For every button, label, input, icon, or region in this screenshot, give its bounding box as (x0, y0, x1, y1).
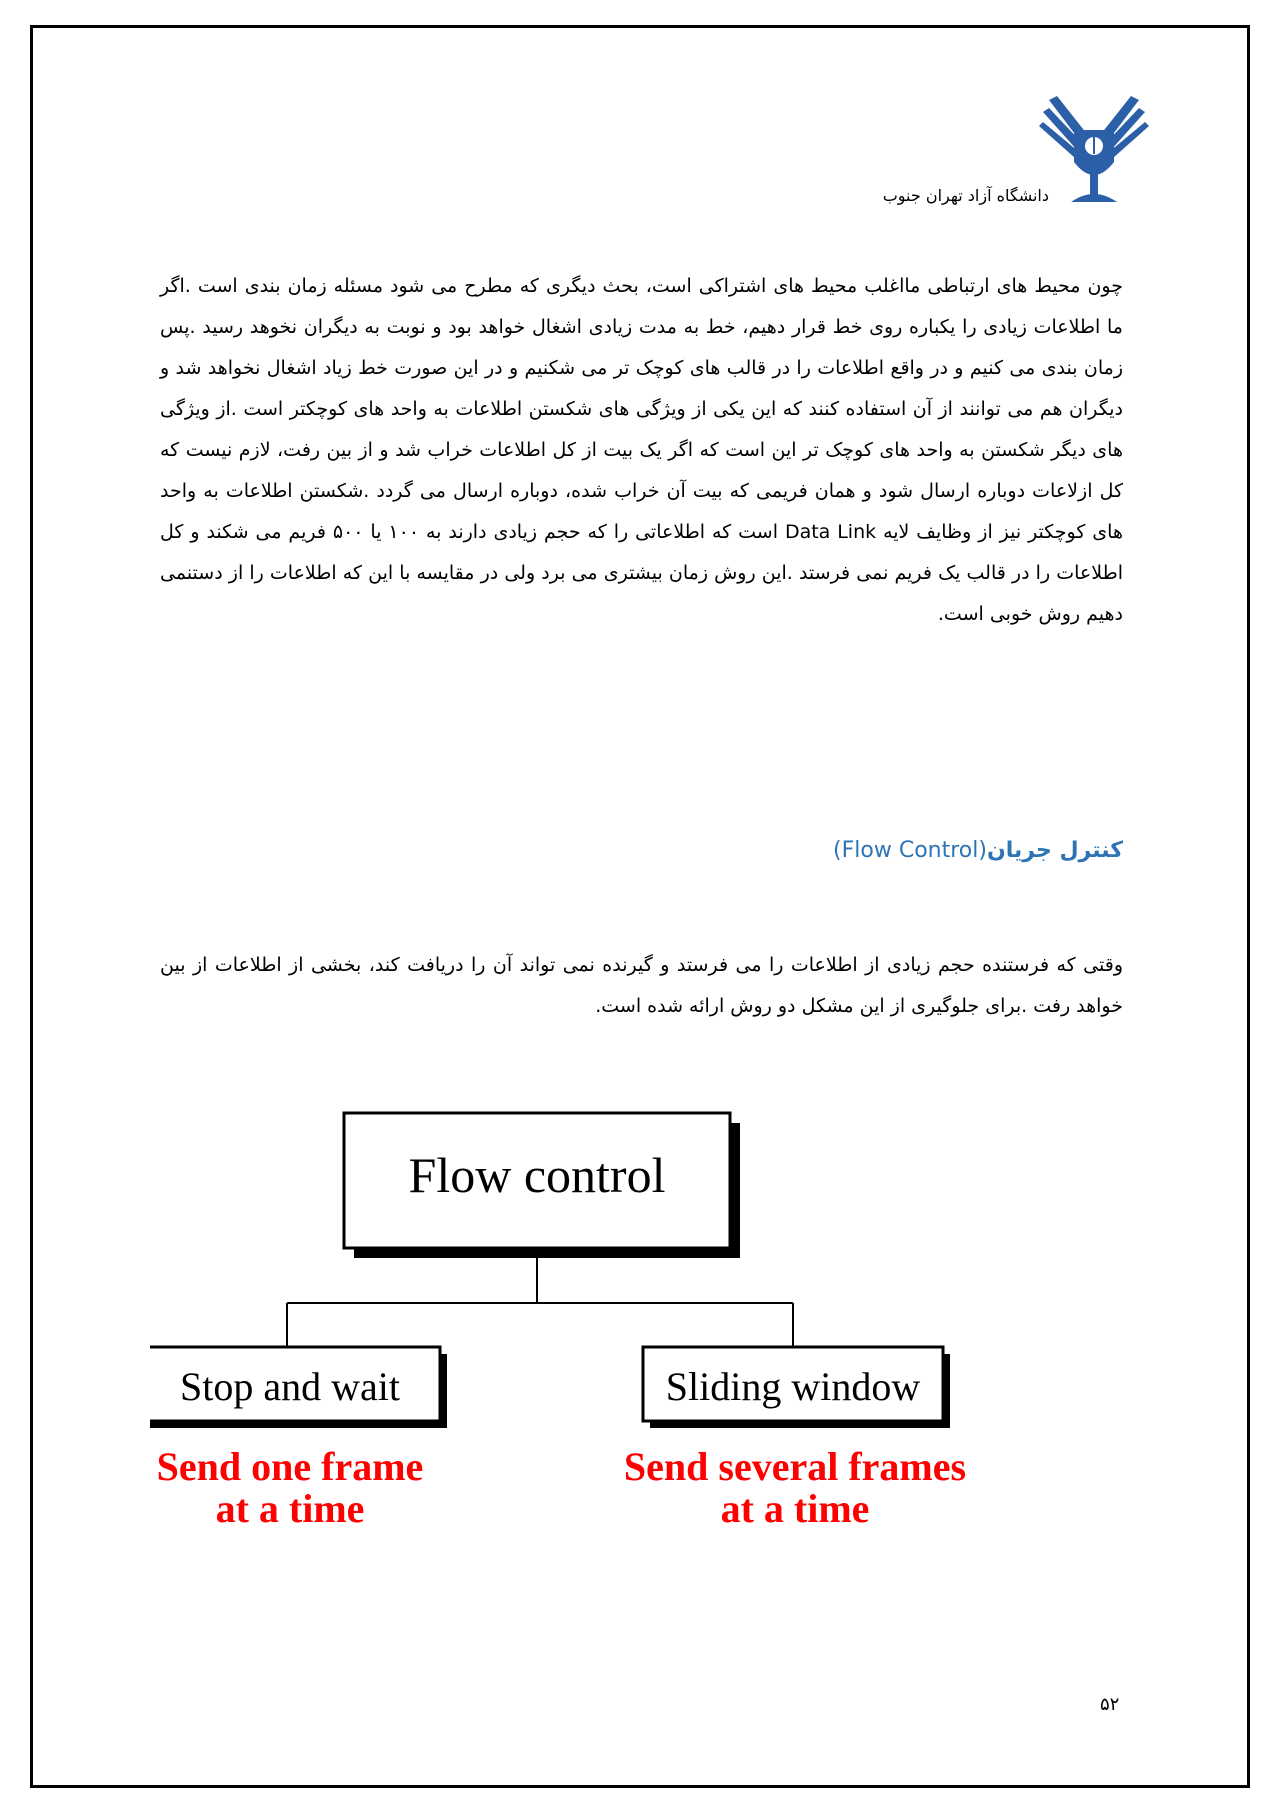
left-label: Stop and wait (180, 1364, 400, 1409)
body-paragraph-1: چون محیط های ارتباطی مااغلب محیط های اشتراکی است، بحث دیگری که مطرح می شود مسئله زمان بندی است .اگر ما اطلاعات زیادی را یکباره روی خط قرار دهیم، خط به مدت زیادی اشغال خواهد بود و نوبت به دیگران نخوهد رسید .پس زمان بندی می کنیم و در واقع اطلاعات را در قالب های کوچک تر می شکنیم و در این صورت خط زیاد اشغال نخواهد شد و دیگران هم می توانند از آن استفاده کنند که این یکی از ویژگی های شکستن اطلاعات به واحد های کوچکتر است .از ویژگی های دیگر شکستن به واحد های کوچک تر این است که اگر یک بیت از کل اطلاعات خراب شد و از بین رفت، لازم نیست که کل ازلاعات دوباره ارسال شود و همان فریمی که بیت آن خراب شده، دوباره ارسال می گردد .شکستن اطلاعات به واحد های کوچکتر نیز از وظایف لایه Data Link است که اطلاعاتی را که حجم زیادی دارند به ۱۰۰ یا ۵۰۰ فریم می شکند و کل اطلاعات را در قالب یک فریم نمی فرستد .این روش زمان بیشتری می برد ولی در مقایسه با این که اطلاعات را از دستنمی دهیم روش خوبی است. (160, 275, 1123, 625)
university-logo (1039, 90, 1149, 210)
page-number: ۵۲ (1100, 1694, 1120, 1715)
section-heading-fa: کنترل جریان (986, 838, 1123, 863)
university-name: دانشگاه آزاد تهران جنوب (882, 186, 1049, 205)
flow-control-diagram (150, 1110, 1140, 1570)
section-heading (833, 838, 1123, 863)
right-caption-line2: at a time (720, 1486, 870, 1531)
section-heading-en: (Flow Control) (833, 838, 987, 863)
body-paragraph-2: وقتی که فرستنده حجم زیادی از اطلاعات را می فرستد و گیرنده نمی تواند آن را دریافت کند، بخشی از اطلاعات از بین خواهد رفت .برای جلوگیری از این مشکل دو روش ارائه شده است. (160, 954, 1123, 1017)
root-label: Flow control (408, 1147, 666, 1203)
right-label: Sliding window (665, 1364, 921, 1409)
left-caption-line1: Send one frame (156, 1444, 424, 1489)
left-caption-line2: at a time (215, 1486, 365, 1531)
header (849, 90, 1149, 220)
right-caption-line1: Send several frames (623, 1444, 967, 1489)
